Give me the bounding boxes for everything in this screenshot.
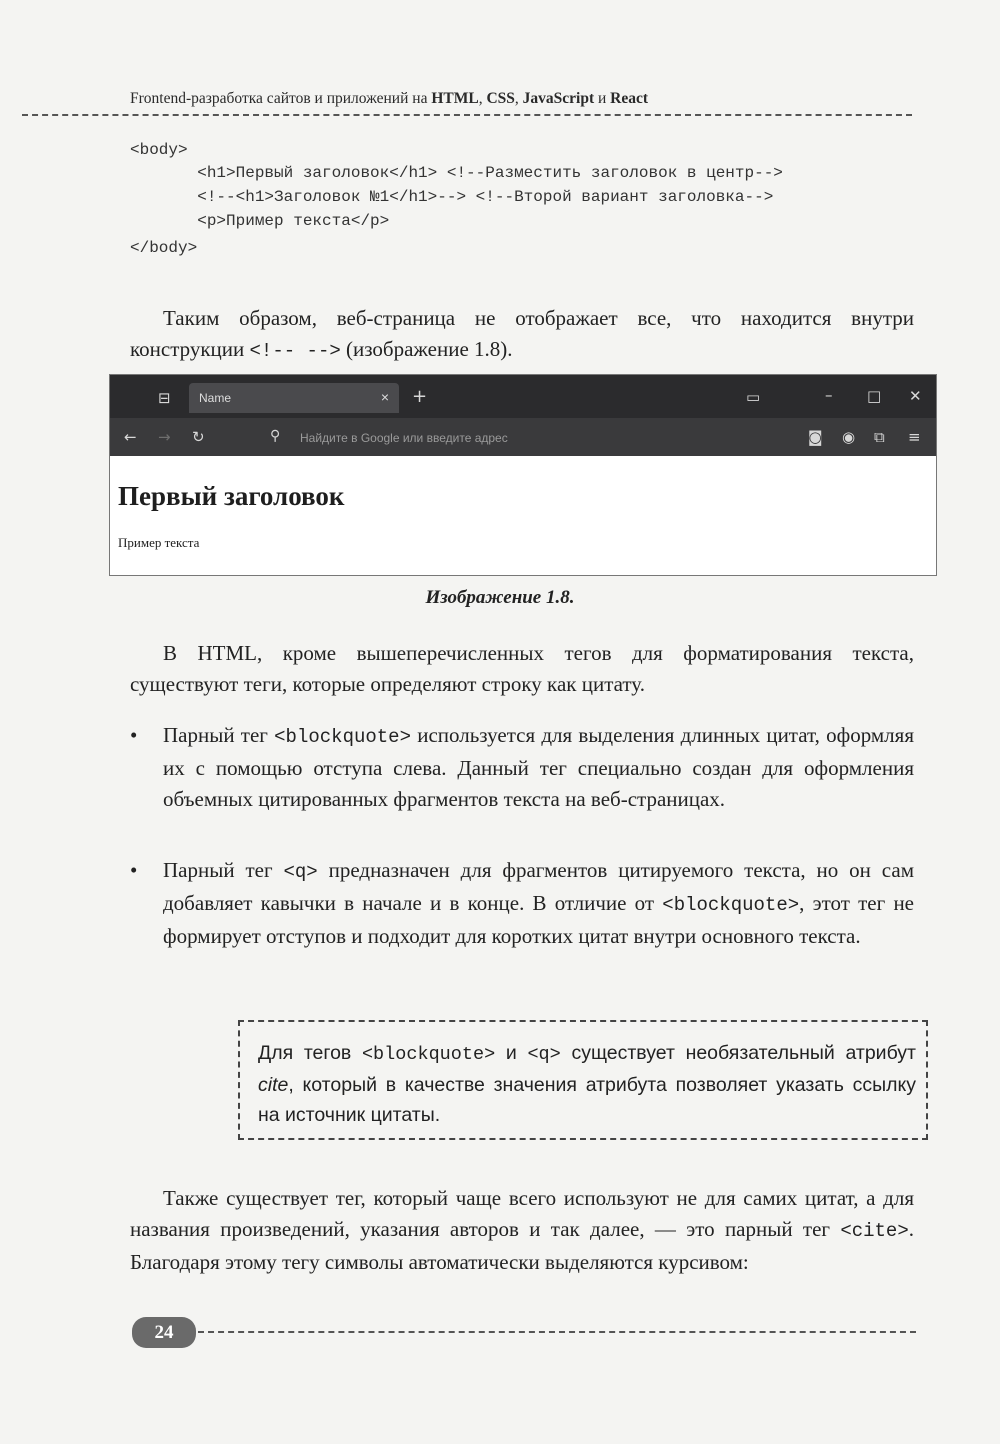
browser-tab-bar [110,375,936,418]
tab-title: Name [199,391,232,405]
bullet-icon: • [130,723,138,747]
extensions-icon[interactable]: ⧉ [874,428,885,446]
inline-code: <blockquote> [662,894,800,916]
para-text: Таким образом, веб-страница не отображает все, что находится внутри конструкции [130,306,914,361]
para-text: (изображение 1.8). [340,337,513,361]
inline-code: <blockquote> [361,1044,496,1065]
note-box [238,1020,928,1140]
minimize-icon[interactable]: – [825,386,833,404]
paragraph-quote-tags: В HTML, кроме вышеперечисленных тегов для форматирования текста, существуют теги, которые определяют строку как цитату. [130,641,914,696]
maximize-icon[interactable]: □ [867,387,882,405]
header-sep: , [514,90,523,107]
note-span: , который в качестве значения атрибута позволяет указать ссылку на источник цитаты. [258,1074,916,1126]
bullet-icon: • [130,858,138,882]
note-text [258,1038,916,1130]
paragraph-cite-tag [130,1183,914,1278]
header-divider [22,114,912,116]
inline-code: <!-- --> [249,340,341,362]
inline-code: <q> [283,861,318,883]
footer-divider [198,1331,916,1333]
para-text: Также существует тег, который чаще всего используют не для самих цитат, а для названия произведений, указания авторов и так далее, — это парный тег [130,1186,914,1241]
note-span: существует необязательный атрибут [560,1042,916,1064]
pocket-icon[interactable]: ◙ [808,428,823,446]
code-line: <!--<h1>Заголовок №1</h1>--> <!--Второй вариант заголовка--> [130,188,774,206]
list-item-text [163,855,914,952]
browser-nav-bar [110,418,936,456]
note-span: Для тегов [258,1042,362,1064]
window-icon[interactable]: ▭ [746,388,761,406]
browser-tab[interactable] [189,383,399,413]
paragraph-comment-explanation [130,303,914,367]
header-react: React [610,90,649,107]
attribute-name: cite [258,1074,289,1096]
forward-icon[interactable]: → [158,428,171,446]
close-icon[interactable]: × [380,389,389,405]
note-span: и [495,1042,528,1064]
list-item [130,720,914,844]
code-line: <p>Пример текста</p> [130,212,390,230]
inline-code: <blockquote> [274,726,411,748]
item-text: используется для выделения длинных цитат, оформляя их с помощью отступа слева. Данный тег специально создан для оформления объемных цитированных фрагментов текста на веб-страницах. [163,723,914,811]
code-line: <h1>Первый заголовок</h1> <!--Разместить заголовок в центр--> [130,164,783,182]
rendered-paragraph: Пример текста [118,535,200,550]
item-text: предназначен для фрагментов цитируемого текста, но он сам добавляет кавычки в начале и в конце. В отличие от [163,858,914,915]
running-header [130,90,648,108]
tab-overview-icon[interactable]: ⊟ [158,389,171,407]
account-icon[interactable]: ◉ [842,428,856,446]
item-text: Парный тег [163,723,275,747]
reload-icon[interactable]: ↻ [192,428,205,446]
header-and: и [594,90,611,107]
back-icon[interactable]: ← [124,428,137,446]
page-number: 24 [132,1317,196,1348]
address-bar[interactable]: Найдите в Google или введите адрес [300,431,508,445]
header-prefix: Frontend-разработка сайтов и приложений на [130,90,432,107]
para-text: . Благодаря этому тегу символы автоматически выделяются курсивом: [130,1217,914,1274]
list-item [130,855,914,979]
inline-code: <q> [527,1044,561,1065]
code-line: <body> [130,141,188,159]
rendered-heading: Первый заголовок [118,481,345,511]
header-sep: , [478,90,487,107]
code-line: </body> [130,239,198,257]
item-text: Парный тег [163,858,284,882]
header-html: HTML [431,90,479,107]
window-close-icon[interactable]: ✕ [909,387,922,405]
browser-screenshot [109,374,937,576]
item-text: , этот тег не формирует отступов и подходит для коротких цитат внутри основного текста. [163,891,914,948]
header-js: JavaScript [522,90,595,107]
search-icon: ⚲ [270,428,281,444]
inline-code: <cite> [840,1220,909,1242]
menu-icon[interactable]: ≡ [908,428,921,446]
list-item-text [163,720,914,815]
new-tab-icon[interactable]: + [412,386,428,407]
header-css: CSS [486,90,515,107]
figure-caption: Изображение 1.8. [425,587,575,608]
